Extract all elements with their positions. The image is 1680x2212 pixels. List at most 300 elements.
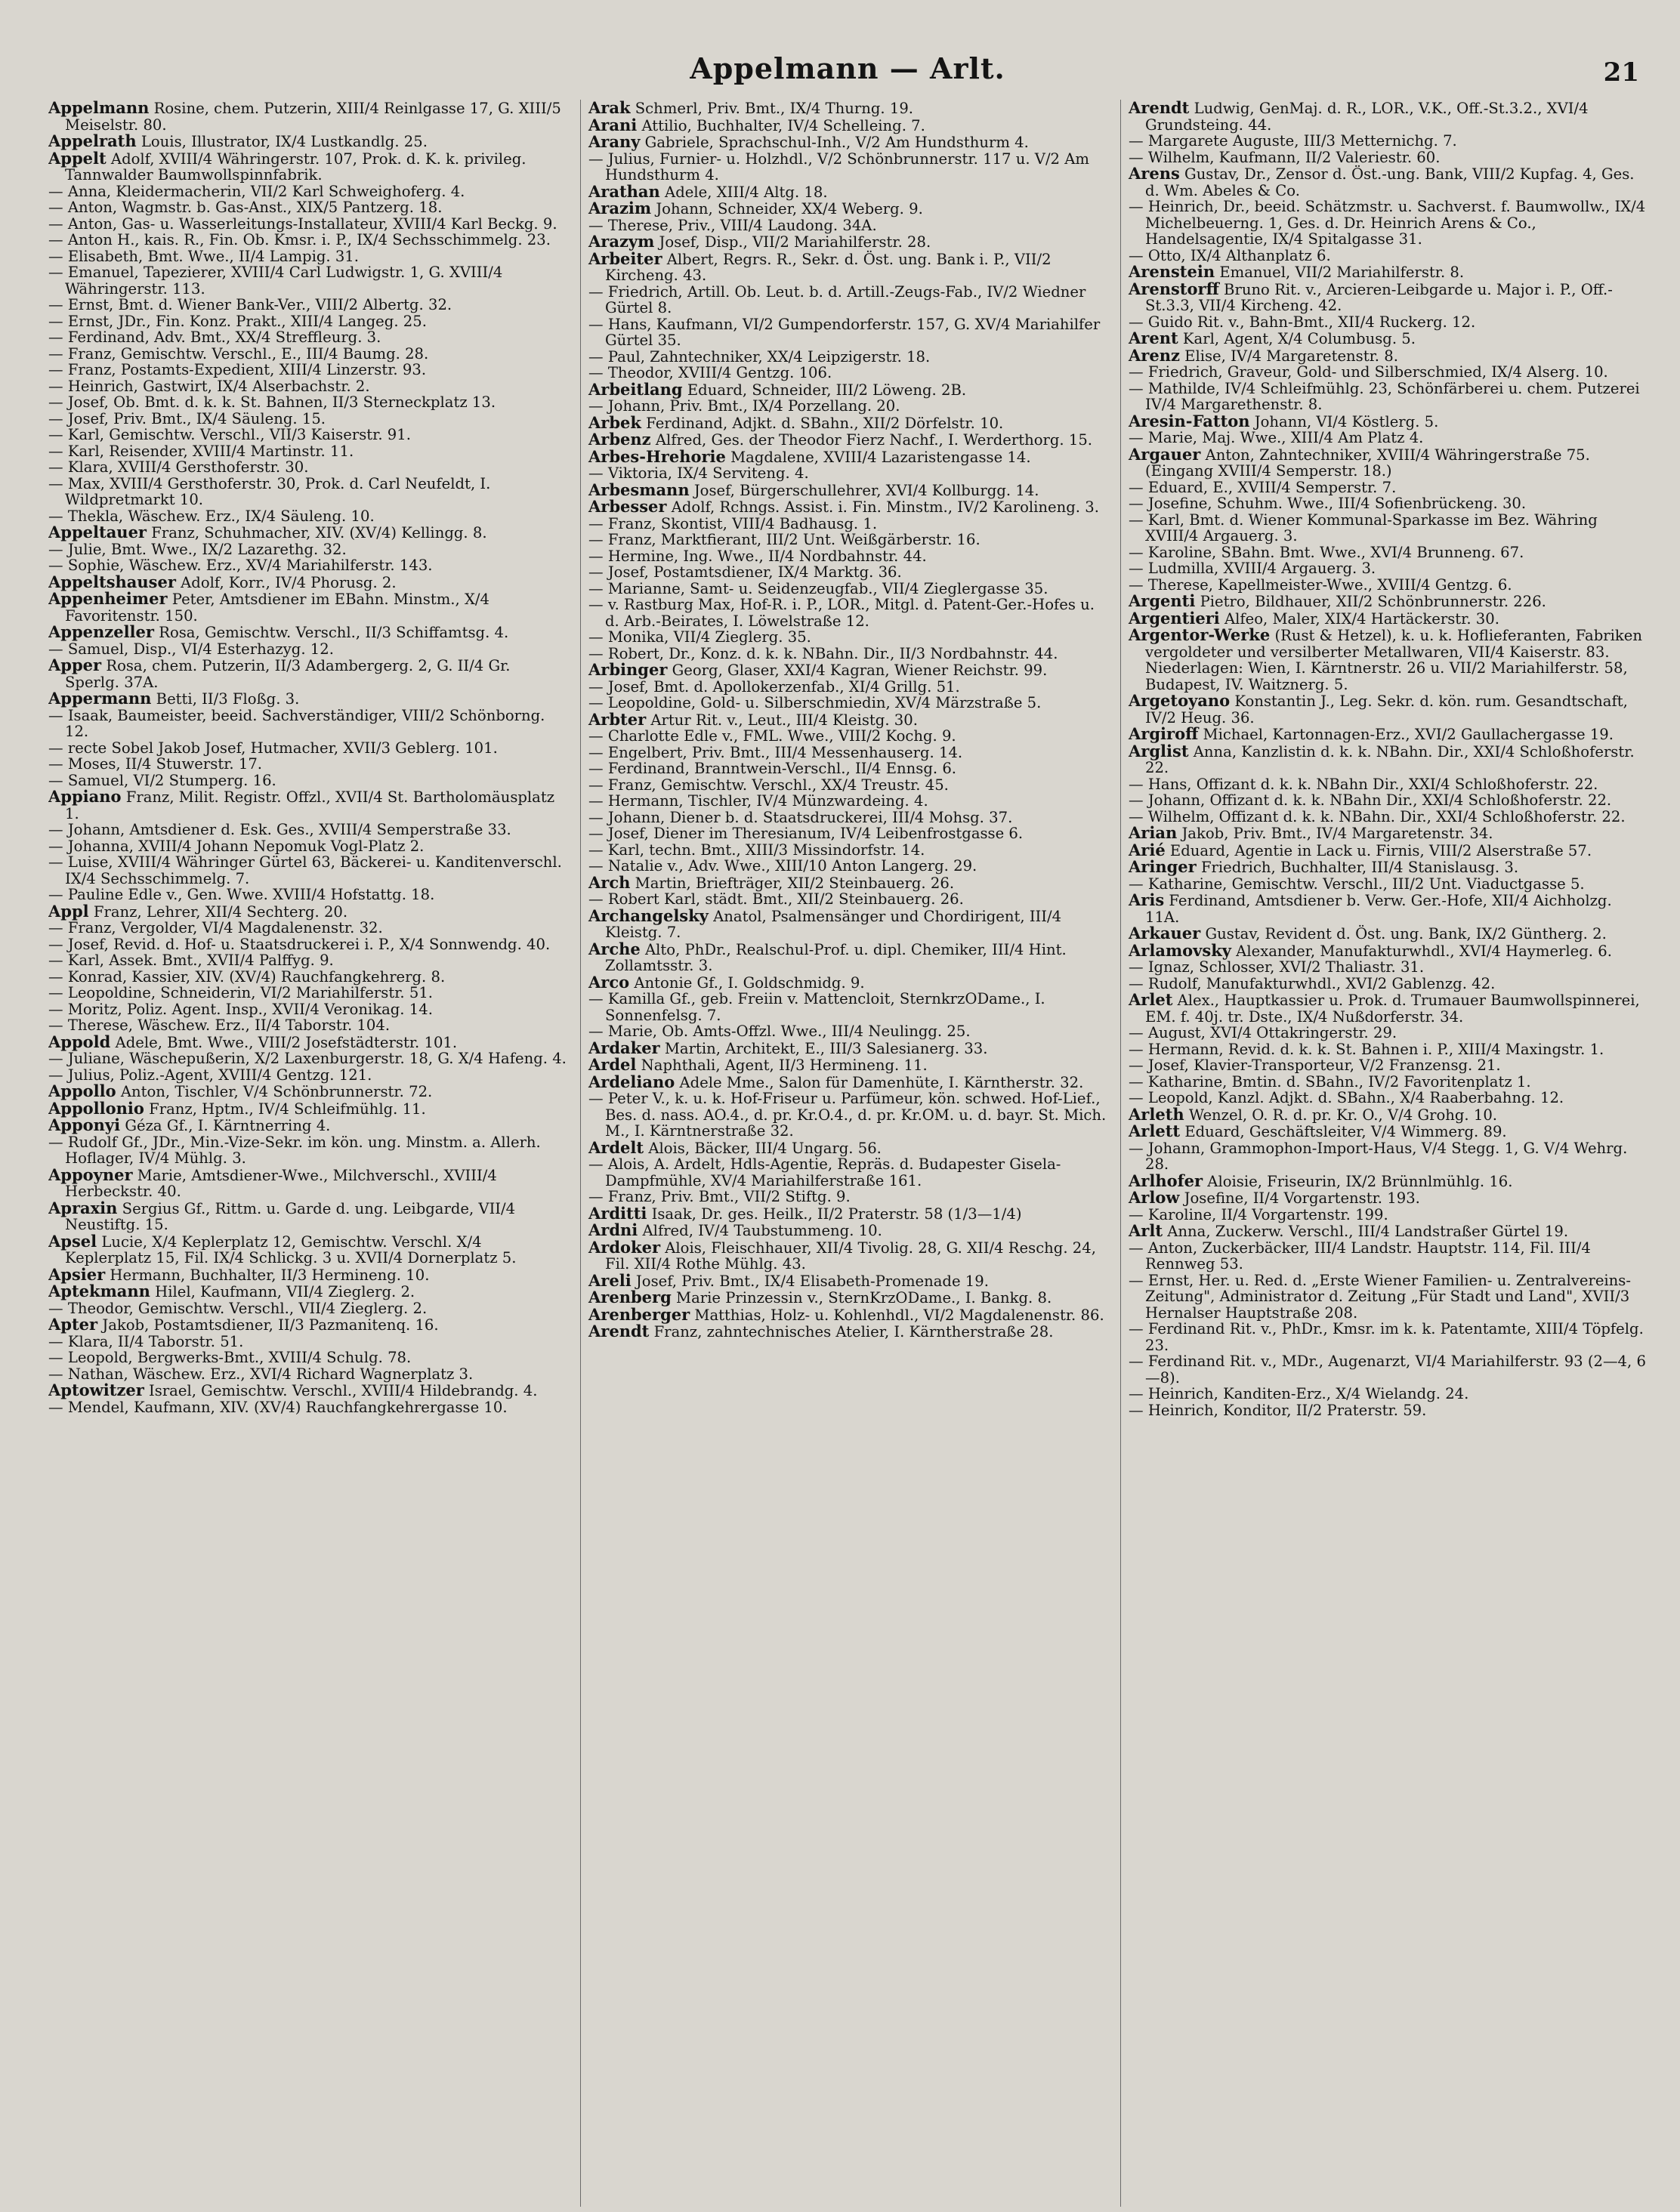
directory-entry — [1129, 925, 1647, 942]
entry-details: — Josef, Diener im Theresianum, IV/4 Leibenfrostgasse 6. — [588, 825, 1024, 842]
directory-entry — [588, 872, 1107, 892]
entry-surname: Arbter — [588, 709, 647, 729]
directory-entry — [48, 788, 567, 822]
directory-entry — [588, 248, 1107, 284]
entry-surname: Argentieri — [1129, 608, 1220, 628]
entry-details: Betti, II/3 Floßg. 3. — [151, 690, 300, 708]
entry-details: Ludwig, GenMaj. d. R., LOR., V.K., Off.-St.3.2., XVI/4 Grundsteing. 44. — [1145, 100, 1589, 134]
directory-entry — [48, 1266, 567, 1284]
directory-entry — [1129, 892, 1647, 925]
entry-details: Adele, Bmt. Wwe., VIII/2 Josefstädterstr. 101. — [110, 1033, 458, 1051]
entry-details: Naphthali, Agent, II/3 Hermineng. 11. — [636, 1057, 928, 1074]
entry-details: Peter, Amtsdiener im EBahn. Minstm., X/4 Favoritenstr. 150. — [65, 591, 489, 625]
entry-surname: Arglist — [1129, 741, 1189, 760]
directory-entry — [588, 1222, 1107, 1239]
directory-entry — [588, 629, 1107, 646]
entry-details: — Friedrich, Artill. Ob. Leut. b. d. Artill.-Zeugs-Fab., IV/2 Wiedner Gürtel 8. — [588, 282, 1086, 316]
entry-surname: Arani — [588, 115, 638, 134]
directory-entry — [588, 181, 1107, 201]
entry-details: — Franz, Gemischtw. Verschl., XX/4 Treustr. 45. — [588, 776, 949, 794]
entry-details: — Ferdinand Rit. v., PhDr., Kmsr. im k. k. Patentamte, XIII/4 Töpfelg. 23. — [1129, 1320, 1644, 1354]
directory-entry — [48, 427, 567, 443]
directory-entry — [588, 1270, 1107, 1290]
directory-entry — [588, 662, 1107, 679]
directory-entry — [1129, 1386, 1647, 1402]
directory-entry — [1129, 545, 1647, 561]
entry-surname: Arany — [588, 132, 641, 151]
entry-surname: Aptekmann — [48, 1282, 150, 1300]
entry-details: — Hans, Kaufmann, VI/2 Gumpendorferstr. 157, G. XV/4 Mariahilfer Gürtel 35. — [588, 315, 1101, 349]
column-right — [1120, 100, 1647, 2207]
directory-entry — [48, 887, 567, 903]
entry-surname: Arié — [1129, 840, 1166, 859]
entry-details: — Hermann, Revid. d. k. k. St. Bahnen i. P., XIII/4 Maxingstr. 1. — [1129, 1040, 1604, 1058]
entry-surname: Arbek — [588, 412, 641, 432]
entry-surname: Apraxin — [48, 1198, 118, 1217]
entry-details: — Rudolf Gf., JDr., Min.-Vize-Sekr. im kön. ung. Minstm. a. Allerh. Hoflager, IV/4 Mühlg. 3. — [48, 1133, 541, 1167]
entry-details: Alex., Hauptkassier u. Prok. d. Trumauer Baumwollspinnerei, EM. f. 40j. tr. Dste., IX/4 Nußdorferstr. 34. — [1145, 992, 1640, 1026]
entry-details: Gabriele, Sprachschul-Inh., V/2 Am Hundsthurm 4. — [640, 134, 1029, 151]
directory-entry — [1129, 726, 1647, 743]
directory-entry — [1129, 942, 1647, 960]
entry-surname: Ardoker — [588, 1237, 661, 1257]
entry-details: — Ernst, Her. u. Red. d. „Erste Wiener Familien- u. Zentralvereins-Zeitung", Administrator d. Zeitung „Für Stadt und Land", XVII/3 Hernalser Hauptstraße 208. — [1129, 1271, 1631, 1322]
entry-details: — Emanuel, Tapezierer, XVIII/4 Carl Ludwigstr. 1, G. XVIII/4 Währingerstr. 113. — [48, 264, 503, 298]
entry-details: Martin, Architekt, E., III/3 Salesianerg. 33. — [659, 1039, 988, 1057]
directory-entry — [48, 1300, 567, 1317]
directory-entry — [48, 541, 567, 558]
entry-details: — Karl, Assek. Bmt., XVII/4 Palffyg. 9. — [48, 952, 334, 969]
entry-surname: Ardeliano — [588, 1072, 675, 1091]
directory-entry — [588, 446, 1107, 466]
entry-surname: Apponyi — [48, 1115, 121, 1134]
entry-details: — Ferdinand, Branntwein-Verschl., II/4 Ennsg. 6. — [588, 760, 957, 777]
directory-entry — [48, 150, 567, 184]
entry-details: — Samuel, VI/2 Stumperg. 16. — [48, 771, 276, 789]
directory-entry — [48, 1034, 567, 1051]
entry-surname: Archangelsky — [588, 905, 709, 925]
entry-details: Hilel, Kaufmann, VII/4 Zieglerg. 2. — [150, 1283, 415, 1300]
entry-details: — Monika, VII/4 Zieglerg. 35. — [588, 628, 811, 646]
entry-surname: Appl — [48, 901, 89, 921]
directory-entry — [1129, 495, 1647, 512]
entry-surname: Appiano — [48, 787, 122, 806]
directory-entry — [588, 842, 1107, 859]
directory-entry — [588, 1057, 1107, 1074]
entry-details: Louis, Illustrator, IX/4 Lustkandlg. 25. — [136, 133, 428, 150]
directory-entry — [48, 624, 567, 641]
directory-entry — [588, 1156, 1107, 1189]
entry-details: Aloisie, Friseurin, IX/2 Brünnlmühlg. 16. — [1203, 1172, 1513, 1190]
entry-details: Anatol, Psalmensänger und Chordirigent, III/4 Kleistg. 7. — [605, 907, 1062, 941]
directory-entry — [48, 969, 567, 986]
entry-details: — Hermine, Ing. Wwe., II/4 Nordbahnstr. 44. — [588, 547, 927, 565]
entry-surname: Argetoyano — [1129, 691, 1231, 710]
directory-entry — [588, 516, 1107, 532]
directory-entry — [48, 936, 567, 953]
entry-details: — Marie, Maj. Wwe., XIII/4 Am Platz 4. — [1129, 429, 1424, 446]
entry-details: Georg, Glaser, XXI/4 Kagran, Wiener Reichstr. 99. — [667, 662, 1048, 679]
directory-entry — [588, 777, 1107, 794]
entry-details: — Rudolf, Manufakturwhdl., XVI/2 Gablenzg. 42. — [1129, 974, 1496, 992]
entry-surname: Appollonio — [48, 1098, 144, 1118]
entry-details: — v. Rastburg Max, Hof-R. i. P., LOR., Mitgl. d. Patent-Ger.-Hofes u. d. Arb.-Beirates, I. Löwelstraße 12. — [588, 596, 1095, 630]
directory-entry — [1129, 842, 1647, 859]
entry-details: — Franz, Priv. Bmt., VII/2 Stiftg. 9. — [588, 1188, 851, 1205]
entry-surname: Apter — [48, 1315, 98, 1334]
entry-details: — Heinrich, Kanditen-Erz., X/4 Wielandg. 24. — [1129, 1385, 1469, 1402]
entry-details: — Franz, Skontist, VIII/4 Badhausg. 1. — [588, 514, 878, 532]
entry-details: — Mendel, Kaufmann, XIV. (XV/4) Rauchfangkehrergasse 10. — [48, 1398, 508, 1416]
entry-details: Josef, Disp., VII/2 Mariahilferstr. 28. — [654, 233, 931, 251]
entry-surname: Arbeiter — [588, 248, 662, 268]
directory-entry — [588, 349, 1107, 366]
entry-details: — Julius, Poliz.-Agent, XVIII/4 Gentzg. 121. — [48, 1066, 372, 1084]
directory-entry — [1129, 1402, 1647, 1419]
directory-entry — [588, 532, 1107, 548]
entry-details: Franz, Schuhmacher, XIV. (XV/4) Kellingg. 8. — [147, 524, 487, 541]
directory-entry — [1129, 264, 1647, 281]
directory-entry — [48, 740, 567, 757]
entry-details: — Hermann, Tischler, IV/4 Münzwardeing. 4. — [588, 792, 928, 810]
entry-details: — Alois, A. Ardelt, Hdls-Agentie, Repräs. d. Budapester Gisela-Dampfmühle, XV/4 Mariahilferstraße 161. — [588, 1155, 1061, 1189]
directory-entry — [588, 1304, 1107, 1324]
directory-entry — [48, 1083, 567, 1100]
entry-details: — Katharine, Gemischtw. Verschl., III/2 Unt. Viaductgasse 5. — [1129, 875, 1585, 893]
entry-details: Alois, Bäcker, III/4 Ungarg. 56. — [644, 1139, 882, 1157]
entry-details: Isaak, Dr. ges. Heilk., II/2 Praterstr. 58 (1/3—1/4) — [647, 1205, 1022, 1223]
entry-details: — Eduard, E., XVIII/4 Semperstr. 7. — [1129, 478, 1397, 496]
directory-entry — [588, 695, 1107, 711]
directory-entry — [1129, 976, 1647, 992]
directory-entry — [48, 1067, 567, 1084]
entry-surname: Appeltshauser — [48, 572, 176, 591]
directory-entry — [48, 641, 567, 658]
entry-details: — Josef, Ob. Bmt. d. k. k. St. Bahnen, II/3 Sterneckplatz 13. — [48, 393, 496, 411]
directory-entry — [588, 381, 1107, 399]
entry-surname: Arak — [588, 100, 631, 117]
directory-entry — [588, 200, 1107, 217]
entry-details: Johann, VI/4 Köstlerg. 5. — [1249, 412, 1439, 430]
entry-details: — Peter V., k. u. k. Hof-Friseur u. Parfümeur, kön. schwed. Hof-Lief., Bes. d. nass. AO.4., d. pr. Kr.O.4., d. pr. Kr.OM. u. d. bayr. St. Mich. M., I. Kärntnerstraße 32. — [588, 1090, 1107, 1140]
entry-details: — Ernst, JDr., Fin. Konz. Prakt., XIII/4 Langeg. 25. — [48, 312, 427, 330]
directory-entry — [588, 1239, 1107, 1273]
entry-details: — Johann, Offizant d. k. k. NBahn Dir., XXI/4 Schloßhoferstr. 22. — [1129, 791, 1612, 809]
entry-details: — Ignaz, Schlosser, XVI/2 Thaliastr. 31. — [1129, 958, 1425, 976]
entry-details: — Guido Rit. v., Bahn-Bmt., XII/4 Ruckerg. 12. — [1129, 313, 1476, 331]
directory-entry — [588, 482, 1107, 499]
entry-surname: Appelmann — [48, 100, 150, 117]
entry-details: Israel, Gemischtw. Verschl., XVIII/4 Hildebrandg. 4. — [144, 1382, 538, 1399]
entry-details: Franz, Milit. Registr. Offzl., XVII/4 St. Bartholomäusplatz 1. — [65, 788, 555, 822]
directory-entry — [1129, 1189, 1647, 1207]
directory-entry — [48, 362, 567, 378]
entry-details: — Ferdinand Rit. v., MDr., Augenarzt, VI/4 Mariahilferstr. 93 (2—4, 6—8). — [1129, 1353, 1646, 1387]
directory-entry — [588, 284, 1107, 316]
entry-details: — Kamilla Gf., geb. Freiin v. Mattencloit, SternkrzODame., I. Sonnenfelsg. 7. — [588, 990, 1045, 1024]
entry-surname: Appollo — [48, 1081, 116, 1100]
entry-details: — Charlotte Edle v., FML. Wwe., VIII/2 Kochg. 9. — [588, 727, 956, 745]
entry-details: — Josef, Postamtsdiener, IX/4 Marktg. 36. — [588, 563, 902, 581]
entry-details: Elise, IV/4 Margaretenstr. 8. — [1179, 347, 1398, 365]
entry-surname: Arleth — [1129, 1104, 1184, 1124]
entry-details: Alto, PhDr., Realschul-Prof. u. dipl. Chemiker, III/4 Hint. Zollamtsstr. 3. — [605, 940, 1067, 974]
directory-entry — [48, 443, 567, 460]
entry-surname: Arch — [588, 872, 631, 892]
directory-entry — [588, 498, 1107, 516]
entry-details: Konstantin J., Leg. Sekr. d. kön. rum. Gesandtschaft, IV/2 Heug. 36. — [1145, 693, 1628, 727]
entry-details: — Leopoldine, Schneiderin, VI/2 Mariahilferstr. 51. — [48, 984, 434, 1001]
directory-entry — [588, 564, 1107, 581]
entry-details: — Mathilde, IV/4 Schleifmühlg. 23, Schönfärberei u. chem. Putzerei IV/4 Margarethenstr. 8. — [1129, 379, 1640, 413]
directory-entry — [48, 838, 567, 855]
entry-surname: Ardni — [588, 1220, 638, 1239]
entry-surname: Arenstorff — [1129, 279, 1219, 298]
directory-entry — [588, 1137, 1107, 1157]
directory-entry — [588, 646, 1107, 662]
directory-entry — [48, 557, 567, 574]
entry-details: Josef, Priv. Bmt., IX/4 Elisabeth-Promenade 19. — [631, 1272, 989, 1290]
entry-details: — Friedrich, Graveur, Gold- und Silberschmied, IX/4 Alserg. 10. — [1129, 363, 1608, 381]
directory-entry — [1129, 992, 1647, 1025]
directory-entry — [1129, 959, 1647, 976]
directory-entry — [48, 1316, 567, 1334]
directory-entry — [1129, 364, 1647, 381]
directory-entry — [48, 690, 567, 708]
entry-details: Alfred, IV/4 Taubstummeng. 10. — [638, 1222, 882, 1239]
entry-details: — Ernst, Bmt. d. Wiener Bank-Ver., VIII/2 Albertg. 32. — [48, 296, 452, 313]
directory-entry — [588, 1189, 1107, 1205]
entry-details: — Leopold, Bergwerks-Bmt., XVIII/4 Schulg. 78. — [48, 1349, 412, 1366]
directory-entry — [48, 100, 567, 133]
directory-entry — [1129, 743, 1647, 776]
directory-entry — [1129, 1273, 1647, 1322]
directory-entry — [48, 1200, 567, 1233]
entry-details: — Hans, Offizant d. k. k. NBahn Dir., XXI/4 Schloßhoferstr. 22. — [1129, 775, 1598, 793]
entry-surname: Aresin-Fatton — [1129, 411, 1250, 430]
directory-entry — [588, 217, 1107, 234]
entry-details: Michael, Kartonnagen-Erz., XVI/2 Gaullachergasse 19. — [1198, 726, 1614, 743]
entry-details: — Therese, Kapellmeister-Wwe., XVIII/4 Gentzg. 6. — [1129, 575, 1512, 594]
entry-details: — Franz, Marktfierant, III/2 Unt. Weißgärberstr. 16. — [588, 531, 981, 548]
entry-details: — Viktoria, IX/4 Serviteng. 4. — [588, 464, 809, 482]
directory-entry — [48, 1350, 567, 1366]
entry-surname: Argentor-Werke — [1129, 625, 1271, 644]
entry-details: Alexander, Manufakturwhdl., XVI/4 Haymerleg. 6. — [1231, 942, 1612, 960]
directory-entry — [588, 810, 1107, 826]
entry-surname: Arbeitlang — [588, 379, 683, 399]
entry-surname: Ardel — [588, 1055, 637, 1074]
entry-details: — recte Sobel Jakob Josef, Hutmacher, XVII/3 Geblerg. 101. — [48, 739, 498, 757]
column-left — [48, 100, 567, 2207]
directory-entry — [588, 679, 1107, 696]
entry-surname: Ardaker — [588, 1038, 660, 1057]
entry-surname: Aris — [1129, 890, 1165, 909]
entry-details: Alfeo, Maler, XIX/4 Hartäckerstr. 30. — [1219, 609, 1499, 628]
entry-details: — Pauline Edle v., Gen. Wwe. XVIII/4 Hofstattg. 18. — [48, 886, 435, 903]
directory-entry — [1129, 330, 1647, 347]
entry-details: Rosine, chem. Putzerin, XIII/4 Reinlgasse 17, G. XIII/5 Meiselstr. 80. — [65, 100, 561, 134]
entry-details: Franz, Lehrer, XII/4 Sechterg. 20. — [88, 902, 348, 921]
directory-entry — [48, 264, 567, 297]
directory-entry — [588, 412, 1107, 432]
entry-details: — Franz, Postamts-Expedient, XIII/4 Linzerstr. 93. — [48, 361, 427, 378]
entry-details: — Katharine, Bmtin. d. SBahn., IV/2 Favoritenplatz 1. — [1129, 1072, 1531, 1091]
entry-details: Gustav, Dr., Zensor d. Öst.-ung. Bank, VIII/2 Kupfag. 4, Ges. d. Wm. Abeles & Co. — [1145, 165, 1635, 199]
directory-entry — [1129, 480, 1647, 496]
entry-surname: Arens — [1129, 164, 1180, 183]
entry-details: — Johann, Amtsdiener d. Esk. Ges., XVIII/4 Semperstraße 33. — [48, 821, 511, 838]
directory-entry — [588, 1205, 1107, 1223]
directory-entry — [48, 378, 567, 395]
entry-surname: Arenz — [1129, 345, 1180, 365]
entry-surname: Arbinger — [588, 660, 668, 679]
entry-details: Ferdinand, Amtsdiener b. Verw. Ger.-Hofe, XII/4 Aichholzg. 11A. — [1145, 892, 1612, 926]
directory-entry — [48, 854, 567, 887]
entry-details: Jakob, Priv. Bmt., IV/4 Margaretenstr. 34. — [1177, 825, 1493, 842]
entry-details: — Wilhelm, Kaufmann, II/2 Valeriestr. 60. — [1129, 148, 1441, 166]
entry-details: — Leopold, Kanzl. Adjkt. d. SBahn., X/4 Raaberbahng. 12. — [1129, 1089, 1564, 1106]
entry-details: — Anton, Wagmstr. b. Gas-Anst., XIX/5 Pantzerg. 18. — [48, 199, 443, 216]
directory-entry — [48, 1117, 567, 1134]
directory-entry — [588, 548, 1107, 565]
directory-entry — [48, 1382, 567, 1399]
directory-entry — [1129, 314, 1647, 331]
entry-details: — Karl, Reisender, XVIII/4 Martinstr. 11. — [48, 442, 354, 460]
directory-entry — [1129, 1041, 1647, 1058]
entry-details: — Karl, Bmt. d. Wiener Kommunal-Sparkasse im Bez. Währing XVIII/4 Argauerg. 3. — [1129, 511, 1598, 545]
entry-details: — Moses, II/4 Stuwerstr. 17. — [48, 755, 263, 773]
directory-entry — [48, 773, 567, 789]
entry-details: — Johann, Diener b. d. Staatsdruckerei, III/4 Mohsg. 37. — [588, 808, 1013, 826]
entry-details: — Julie, Bmt. Wwe., IX/2 Lazarethg. 32. — [48, 540, 347, 558]
entry-details: Friedrich, Buchhalter, III/4 Stanislausg. 3. — [1196, 859, 1519, 876]
directory-entry — [1129, 1090, 1647, 1106]
directory-entry — [48, 657, 567, 690]
entry-details: — Thekla, Wäschew. Erz., IX/4 Säuleng. 10. — [48, 507, 375, 525]
entry-details: Magdalene, XVIII/4 Lazaristengasse 14. — [725, 448, 1031, 466]
entry-details: — Karoline, SBahn. Bmt. Wwe., XVI/4 Brunneng. 67. — [1129, 543, 1524, 561]
entry-details: — Johann, Priv. Bmt., IX/4 Porzellang. 20. — [588, 397, 900, 415]
entry-details: — Marianne, Samt- u. Seidenzeugfab., VII/4 Zieglergasse 35. — [588, 579, 1048, 597]
entry-surname: Appoyner — [48, 1165, 133, 1184]
directory-entry — [48, 184, 567, 200]
directory-entry — [1129, 593, 1647, 610]
entry-details: — Theodor, Gemischtw. Verschl., VII/4 Zieglerg. 2. — [48, 1299, 428, 1317]
entry-details: Gustav, Revident d. Öst. ung. Bank, IX/2 Güntherg. 2. — [1200, 925, 1607, 942]
directory-entry — [48, 508, 567, 525]
directory-entry — [588, 941, 1107, 974]
directory-entry — [588, 431, 1107, 449]
entry-details: Josefine, II/4 Vorgartenstr. 193. — [1179, 1189, 1420, 1207]
entry-details: — Juliane, Wäschepußerin, X/2 Laxenburgerstr. 18, G. X/4 Hafeng. 4. — [48, 1050, 567, 1067]
entry-details: — Josefine, Schuhm. Wwe., III/4 Sofienbrückeng. 30. — [1129, 495, 1527, 512]
directory-entry — [588, 825, 1107, 842]
directory-entry — [1129, 1207, 1647, 1223]
directory-entry — [48, 329, 567, 346]
entry-surname: Apper — [48, 656, 102, 674]
entry-details: Josef, Bürgerschullehrer, XVI/4 Kollburgg. 14. — [689, 481, 1039, 499]
directory-entry — [48, 1334, 567, 1350]
directory-entry — [588, 728, 1107, 745]
entry-details: Anton, Tischler, V/4 Schönbrunnerstr. 72. — [116, 1083, 433, 1100]
directory-entry — [48, 1100, 567, 1118]
directory-entry — [1129, 1240, 1647, 1273]
entry-details: — August, XVI/4 Ottakringerstr. 29. — [1129, 1024, 1397, 1041]
entry-details: — Karoline, II/4 Vorgartenstr. 199. — [1129, 1205, 1388, 1223]
entry-details: Artur Rit. v., Leut., III/4 Kleistg. 30. — [646, 711, 918, 729]
entry-surname: Aptowitzer — [48, 1381, 144, 1399]
entry-details: — Josef, Revid. d. Hof- u. Staatsdruckerei i. P., X/4 Sonnwendg. 40. — [48, 935, 551, 953]
entry-details: Attilio, Buchhalter, IV/4 Schelleing. 7. — [637, 116, 925, 134]
directory-entry — [588, 745, 1107, 761]
entry-surname: Argauer — [1129, 444, 1201, 464]
entry-details: Alfred, Ges. der Theodor Fierz Nachf., I. Werderthorg. 15. — [650, 431, 1093, 449]
entry-details: Adolf, XVIII/4 Währingerstr. 107, Prok. d. K. k. privileg. Tannwalder Baumwollspinnfabrik. — [65, 150, 527, 184]
entry-details: Eduard, Agentie in Lack u. Firnis, VIII/2 Alserstraße 57. — [1165, 841, 1592, 859]
entry-details: — Franz, Vergolder, VI/4 Magdalenenstr. 32. — [48, 919, 383, 936]
directory-entry — [48, 232, 567, 248]
directory-entry — [588, 1323, 1107, 1340]
entry-details: Franz, zahntechnisches Atelier, I. Kärntherstraße 28. — [649, 1323, 1054, 1340]
entry-details: Lucie, X/4 Keplerplatz 12, Gemischtw. Verschl. X/4 Keplerplatz 15, Fil. IX/4 Schlickg. 3 u. XVII/4 Dornerplatz 5. — [65, 1232, 517, 1266]
directory-entry — [588, 858, 1107, 875]
directory-entry — [1129, 776, 1647, 793]
entry-details: — Therese, Priv., VIII/4 Laudong. 34A. — [588, 216, 877, 234]
directory-entry — [1129, 859, 1647, 876]
entry-details: Anton, Zahntechniker, XVIII/4 Währingerstraße 75. (Eingang XVIII/4 Semperstr. 18.) — [1145, 446, 1590, 480]
entry-details: Anna, Zuckerw. Verschl., III/4 Landstraßer Gürtel 19. — [1163, 1223, 1569, 1240]
directory-entry — [48, 199, 567, 216]
entry-surname: Arbes-Hrehorie — [588, 446, 726, 466]
entry-details: — Robert Karl, städt. Bmt., XII/2 Steinbauerg. 26. — [588, 890, 964, 908]
directory-entry — [48, 394, 567, 411]
entry-details: — Klara, XVIII/4 Gersthoferstr. 30. — [48, 458, 309, 476]
directory-entry — [1129, 825, 1647, 842]
entry-details: Pietro, Bildhauer, XII/2 Schönbrunnerstr. 226. — [1195, 593, 1546, 610]
entry-details: — Konrad, Kassier, XIV. (XV/4) Rauchfangkehrerg. 8. — [48, 967, 446, 986]
entry-details: — Nathan, Wäschew. Erz., XVI/4 Richard Wagnerplatz 3. — [48, 1365, 474, 1383]
entry-details: Schmerl, Priv. Bmt., IX/4 Thurng. 19. — [630, 100, 914, 117]
entry-details: — Anton, Zuckerbäcker, III/4 Landstr. Hauptstr. 114, Fil. III/4 Rennweg 53. — [1129, 1239, 1591, 1273]
directory-entry — [588, 991, 1107, 1023]
entry-details: — Moritz, Poliz. Agent. Insp., XVII/4 Veronikag. 14. — [48, 1000, 433, 1018]
directory-entry — [588, 891, 1107, 908]
entry-surname: Arenberger — [588, 1304, 690, 1324]
entry-details: — Theodor, XVIII/4 Gentzg. 106. — [588, 364, 832, 381]
directory-entry — [48, 952, 567, 969]
directory-entry — [1129, 1321, 1647, 1353]
entry-details: Bruno Rit. v., Arcieren-Leibgarde u. Major i. P., Off.-St.3.3, VII/4 Kircheng. 42. — [1145, 280, 1613, 314]
entry-surname: Arkauer — [1129, 924, 1201, 942]
entry-details: — Julius, Furnier- u. Holzhdl., V/2 Schönbrunnerstr. 117 u. V/2 Am Hundsthurm 4. — [588, 150, 1089, 184]
entry-details: Géza Gf., I. Kärntnerring 4. — [120, 1117, 331, 1134]
entry-surname: Appold — [48, 1032, 111, 1051]
entry-details: — Therese, Wäschew. Erz., II/4 Taborstr. 104. — [48, 1017, 391, 1034]
directory-entry — [48, 903, 567, 921]
entry-surname: Aringer — [1129, 857, 1197, 876]
entry-surname: Apsel — [48, 1231, 97, 1251]
entry-surname: Appenzeller — [48, 622, 154, 641]
entry-surname: Arco — [588, 972, 630, 992]
entry-details: — Karl, Gemischtw. Verschl., VII/3 Kaiserstr. 91. — [48, 426, 411, 443]
entry-details: — Heinrich, Dr., beeid. Schätzmstr. u. Sachverst. f. Baumwollw., IX/4 Michelbeuerng. 1, Ges. d. Dr. Heinrich Arens & Co., Handelsagentie, IX/4 Spitalgasse 31. — [1129, 198, 1646, 248]
entry-details: — Anton H., kais. R., Fin. Ob. Kmsr. i. P., IX/4 Sechsschimmelg. 23. — [48, 231, 551, 248]
directory-entry — [588, 581, 1107, 597]
entry-surname: Arlow — [1129, 1188, 1180, 1207]
entry-details: Jakob, Postamtsdiener, II/3 Pazmanitenq. 16. — [97, 1316, 439, 1334]
directory-entry — [1129, 413, 1647, 430]
